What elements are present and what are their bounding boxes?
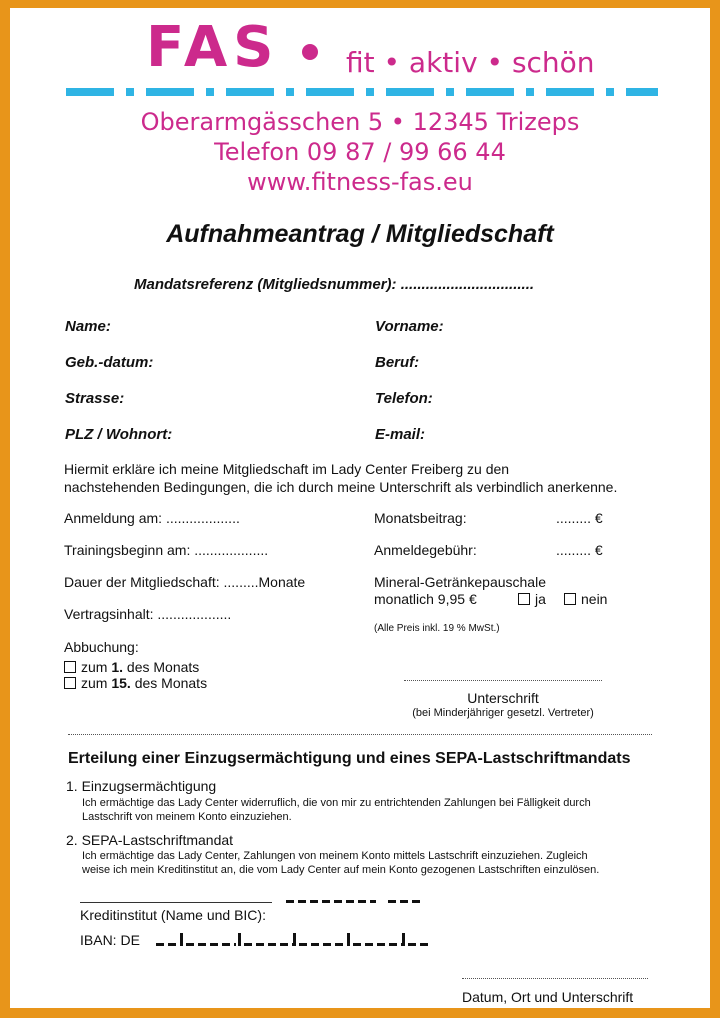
field-strasse[interactable]: Strasse: (65, 390, 125, 407)
field-vorname[interactable]: Vorname: (375, 318, 444, 335)
vat-note: (Alle Preis inkl. 19 % MwSt.) (374, 623, 500, 634)
checkbox-debit-2[interactable] (64, 677, 76, 689)
field-email[interactable]: E-mail: (375, 426, 426, 443)
getraenke-label: Mineral-Getränkepauschale (374, 574, 546, 590)
field-telefon[interactable]: Telefon: (375, 390, 433, 407)
signature-note: (bei Minderjähriger gesetzl. Vertreter) (412, 707, 594, 719)
declaration-line-2: nachstehenden Bedingungen, die ich durch meine Unterschrift als verbindlich anerkenne. (64, 479, 618, 495)
debit-opt2-post: des Monats (134, 675, 208, 691)
field-anmeldung[interactable]: Anmeldung am: ................... (64, 510, 240, 526)
bank-label: Kreditinstitut (Name und BIC): (80, 907, 266, 923)
iban-label: IBAN: DE (80, 932, 140, 948)
field-anmeldegebuehr[interactable]: ......... € (556, 542, 603, 558)
bic-line[interactable] (286, 900, 376, 903)
field-beruf[interactable]: Beruf: (375, 354, 420, 371)
header-website: www.fitness-fas.eu (247, 168, 473, 196)
getraenke-price: monatlich 9,95 € (374, 591, 477, 607)
sepa-s1-text-1: Ich ermächtige das Lady Center widerruflich, die von mir zu entrichtenden Zahlungen bei Fälligkeit durch (82, 797, 591, 809)
signature-label: Unterschrift (467, 690, 539, 706)
anmeldegebuehr-label: Anmeldegebühr: (374, 542, 477, 558)
field-trainingsbeginn[interactable]: Trainingsbeginn am: ................... (64, 542, 269, 558)
header-phone: Telefon 09 87 / 99 66 44 (214, 138, 506, 166)
sepa-s2-text-1: Ich ermächtige das Lady Center, Zahlungen von meinem Konto mittels Lastschrift einzuziehen. Zugleich (82, 850, 588, 862)
bank-name-line[interactable] (80, 902, 272, 903)
sepa-s1-title: 1. Einzugsermächtigung (66, 778, 217, 794)
debit-label: Abbuchung: (64, 639, 139, 655)
logo-dot-icon (302, 44, 318, 60)
logo: FAS (146, 15, 280, 80)
sepa-title: Erteilung einer Einzugsermächtigung und eines SEPA-Lastschriftmandats (68, 750, 631, 767)
debit-option-1[interactable] (64, 659, 199, 675)
monatsbeitrag-label: Monatsbeitrag: (374, 510, 467, 526)
tagline: fit • aktiv • schön (346, 46, 595, 79)
signature-line[interactable] (404, 680, 602, 681)
sepa-s1-text-2: Lastschrift von meinem Konto einzuziehen. (82, 811, 292, 823)
sepa-s2-text-2: weise ich mein Kreditinstitut an, die vom Lady Center auf mein Konto gezogenen Lastschriften einzulösen. (82, 864, 600, 876)
field-plz-wohnort[interactable]: PLZ / Wohnort: (65, 426, 173, 443)
option-ja[interactable] (518, 591, 546, 607)
field-monatsbeitrag[interactable]: ......... € (556, 510, 603, 526)
field-vertragsinhalt[interactable]: Vertragsinhalt: ................... (64, 606, 232, 622)
debit-opt2-pre: zum (81, 675, 108, 691)
option-nein[interactable] (564, 591, 607, 607)
checkbox-nein[interactable] (564, 593, 576, 605)
bic-line-ext[interactable] (388, 900, 420, 903)
option-ja-label: ja (535, 591, 546, 607)
option-nein-label: nein (581, 591, 608, 607)
final-signature-line[interactable] (462, 978, 648, 979)
field-name[interactable]: Name: (65, 318, 111, 335)
debit-opt1-pre: zum (81, 659, 108, 675)
debit-option-2[interactable] (64, 675, 207, 691)
debit-opt1-day: 1. (111, 659, 124, 675)
debit-opt2-day: 15. (111, 675, 131, 691)
header-address: Oberarmgässchen 5 • 12345 Trizeps (140, 108, 580, 136)
field-birthdate[interactable]: Geb.-datum: (65, 354, 154, 371)
mandate-reference: Mandatsreferenz (Mitgliedsnummer): ................................ (134, 276, 535, 293)
debit-opt1-post: des Monats (126, 659, 200, 675)
checkbox-ja[interactable] (518, 593, 530, 605)
final-signature-label: Datum, Ort und Unterschrift (462, 989, 634, 1005)
field-dauer[interactable]: Dauer der Mitgliedschaft: .........Monate (64, 574, 306, 590)
form-title: Aufnahmeantrag / Mitgliedschaft (166, 220, 554, 248)
dash-divider (66, 88, 658, 96)
section-divider (68, 734, 652, 735)
sepa-s2-title: 2. SEPA-Lastschriftmandat (66, 832, 234, 848)
declaration-line-1: Hiermit erkläre ich meine Mitgliedschaft im Lady Center Freiberg zu den (64, 461, 510, 477)
form-page (10, 8, 710, 1008)
checkbox-debit-1[interactable] (64, 661, 76, 673)
